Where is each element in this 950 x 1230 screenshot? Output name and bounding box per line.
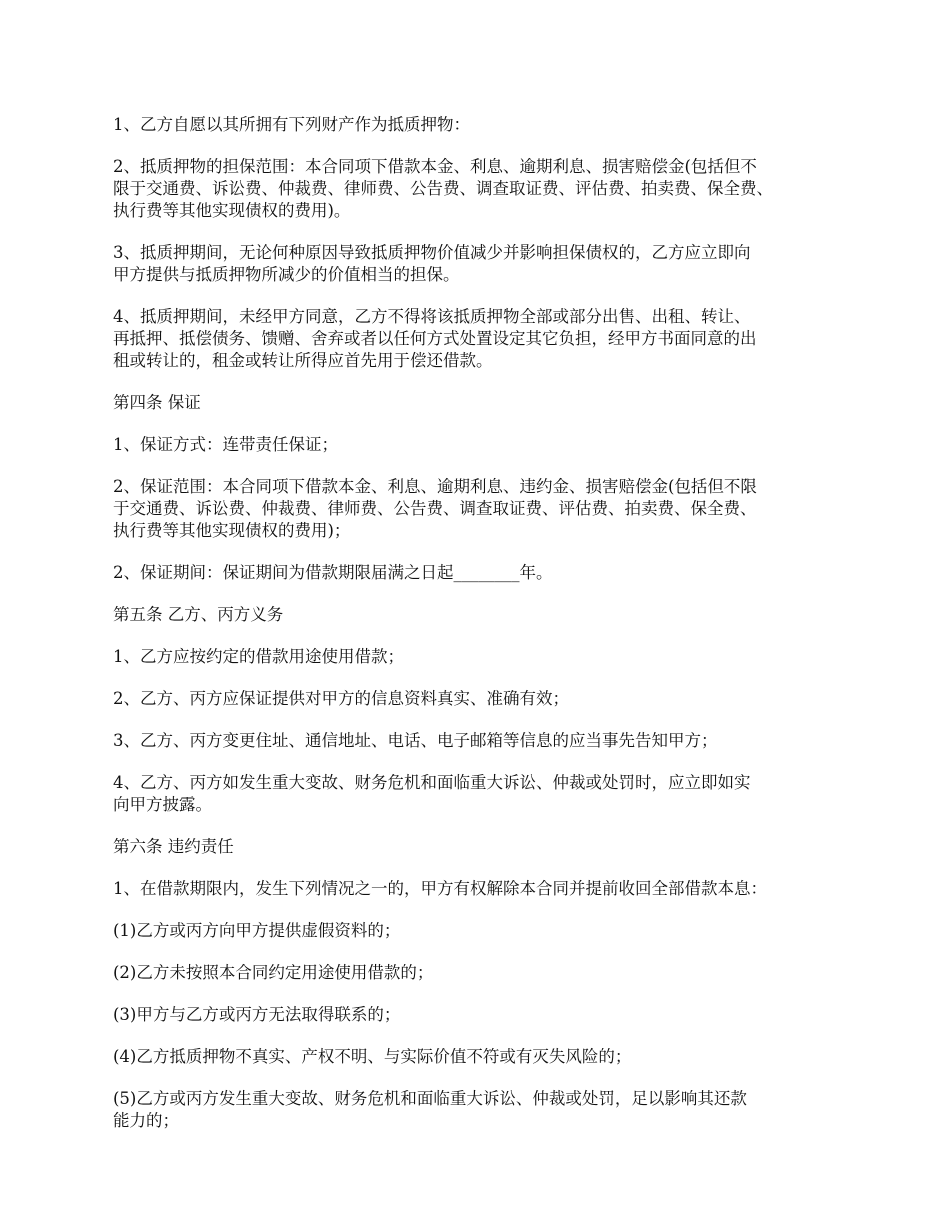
list-item: (4)乙方抵质押物不真实、产权不明、与实际价值不符或有灭失风险的； [113, 1047, 632, 1066]
list-item: (2)乙方未按照本合同约定用途使用借款的； [113, 963, 434, 982]
section-heading: 第六条 违约责任 [113, 837, 234, 856]
clause-paragraph: 3、抵质押期间，无论何种原因导致抵质押物价值减少并影响担保债权的，乙方应立即向 甲方提供与抵质押物所减少的价值相当的担保。 [113, 243, 751, 284]
list-item: (1)乙方或丙方向甲方提供虚假资料的； [113, 921, 401, 940]
clause-paragraph: 1、在借款期限内，发生下列情况之一的，甲方有权解除本合同并提前收回全部借款本息： [113, 879, 767, 898]
clause-paragraph: 2、乙方、丙方应保证提供对甲方的信息资料真实、准确有效； [113, 689, 569, 708]
clause-paragraph: 1、乙方自愿以其所拥有下列财产作为抵质押物： [113, 115, 470, 134]
clause-paragraph: 2、保证期间：保证期间为借款期限届满之日起________年。 [113, 563, 553, 582]
clause-paragraph: 1、保证方式：连带责任保证； [113, 435, 338, 454]
clause-paragraph: 2、保证范围：本合同项下借款本金、利息、逾期利息、违约金、损害赔偿金(包括但不限 于交通费、诉讼费、仲裁费、律师费、公告费、调查取证费、评估费、拍卖费、保全费、 执行费等其他实现债权的费用)； [113, 477, 757, 540]
section-heading: 第四条 保证 [113, 393, 201, 412]
clause-paragraph: 3、乙方、丙方变更住址、通信地址、电话、电子邮箱等信息的应当事先告知甲方； [113, 731, 718, 750]
section-heading: 第五条 乙方、丙方义务 [113, 605, 284, 624]
list-item: (3)甲方与乙方或丙方无法取得联系的； [113, 1005, 401, 1024]
clause-paragraph: 4、乙方、丙方如发生重大变故、财务危机和面临重大诉讼、仲裁或处罚时，应立即如实 向甲方披露。 [113, 773, 751, 814]
clause-paragraph: 2、抵质押物的担保范围：本合同项下借款本金、利息、逾期利息、损害赔偿金(包括但不 限于交通费、诉讼费、仲裁费、律师费、公告费、调查取证费、评估费、拍卖费、保全费、 执行费等其他实现债权的费用)。 [113, 157, 773, 220]
list-item: (5)乙方或丙方发生重大变故、财务危机和面临重大诉讼、仲裁或处罚，足以影响其还款 能力的； [113, 1089, 747, 1130]
clause-paragraph: 1、乙方应按约定的借款用途使用借款； [113, 647, 404, 666]
clause-paragraph: 4、抵质押期间，未经甲方同意，乙方不得将该抵质押物全部或部分出售、出租、转让、 再抵押、抵偿债务、馈赠、舍弃或者以任何方式处置设定其它负担，经甲方书面同意的出 租或转让的，租金或转让所得应首先用于偿还借款。 [113, 307, 757, 370]
